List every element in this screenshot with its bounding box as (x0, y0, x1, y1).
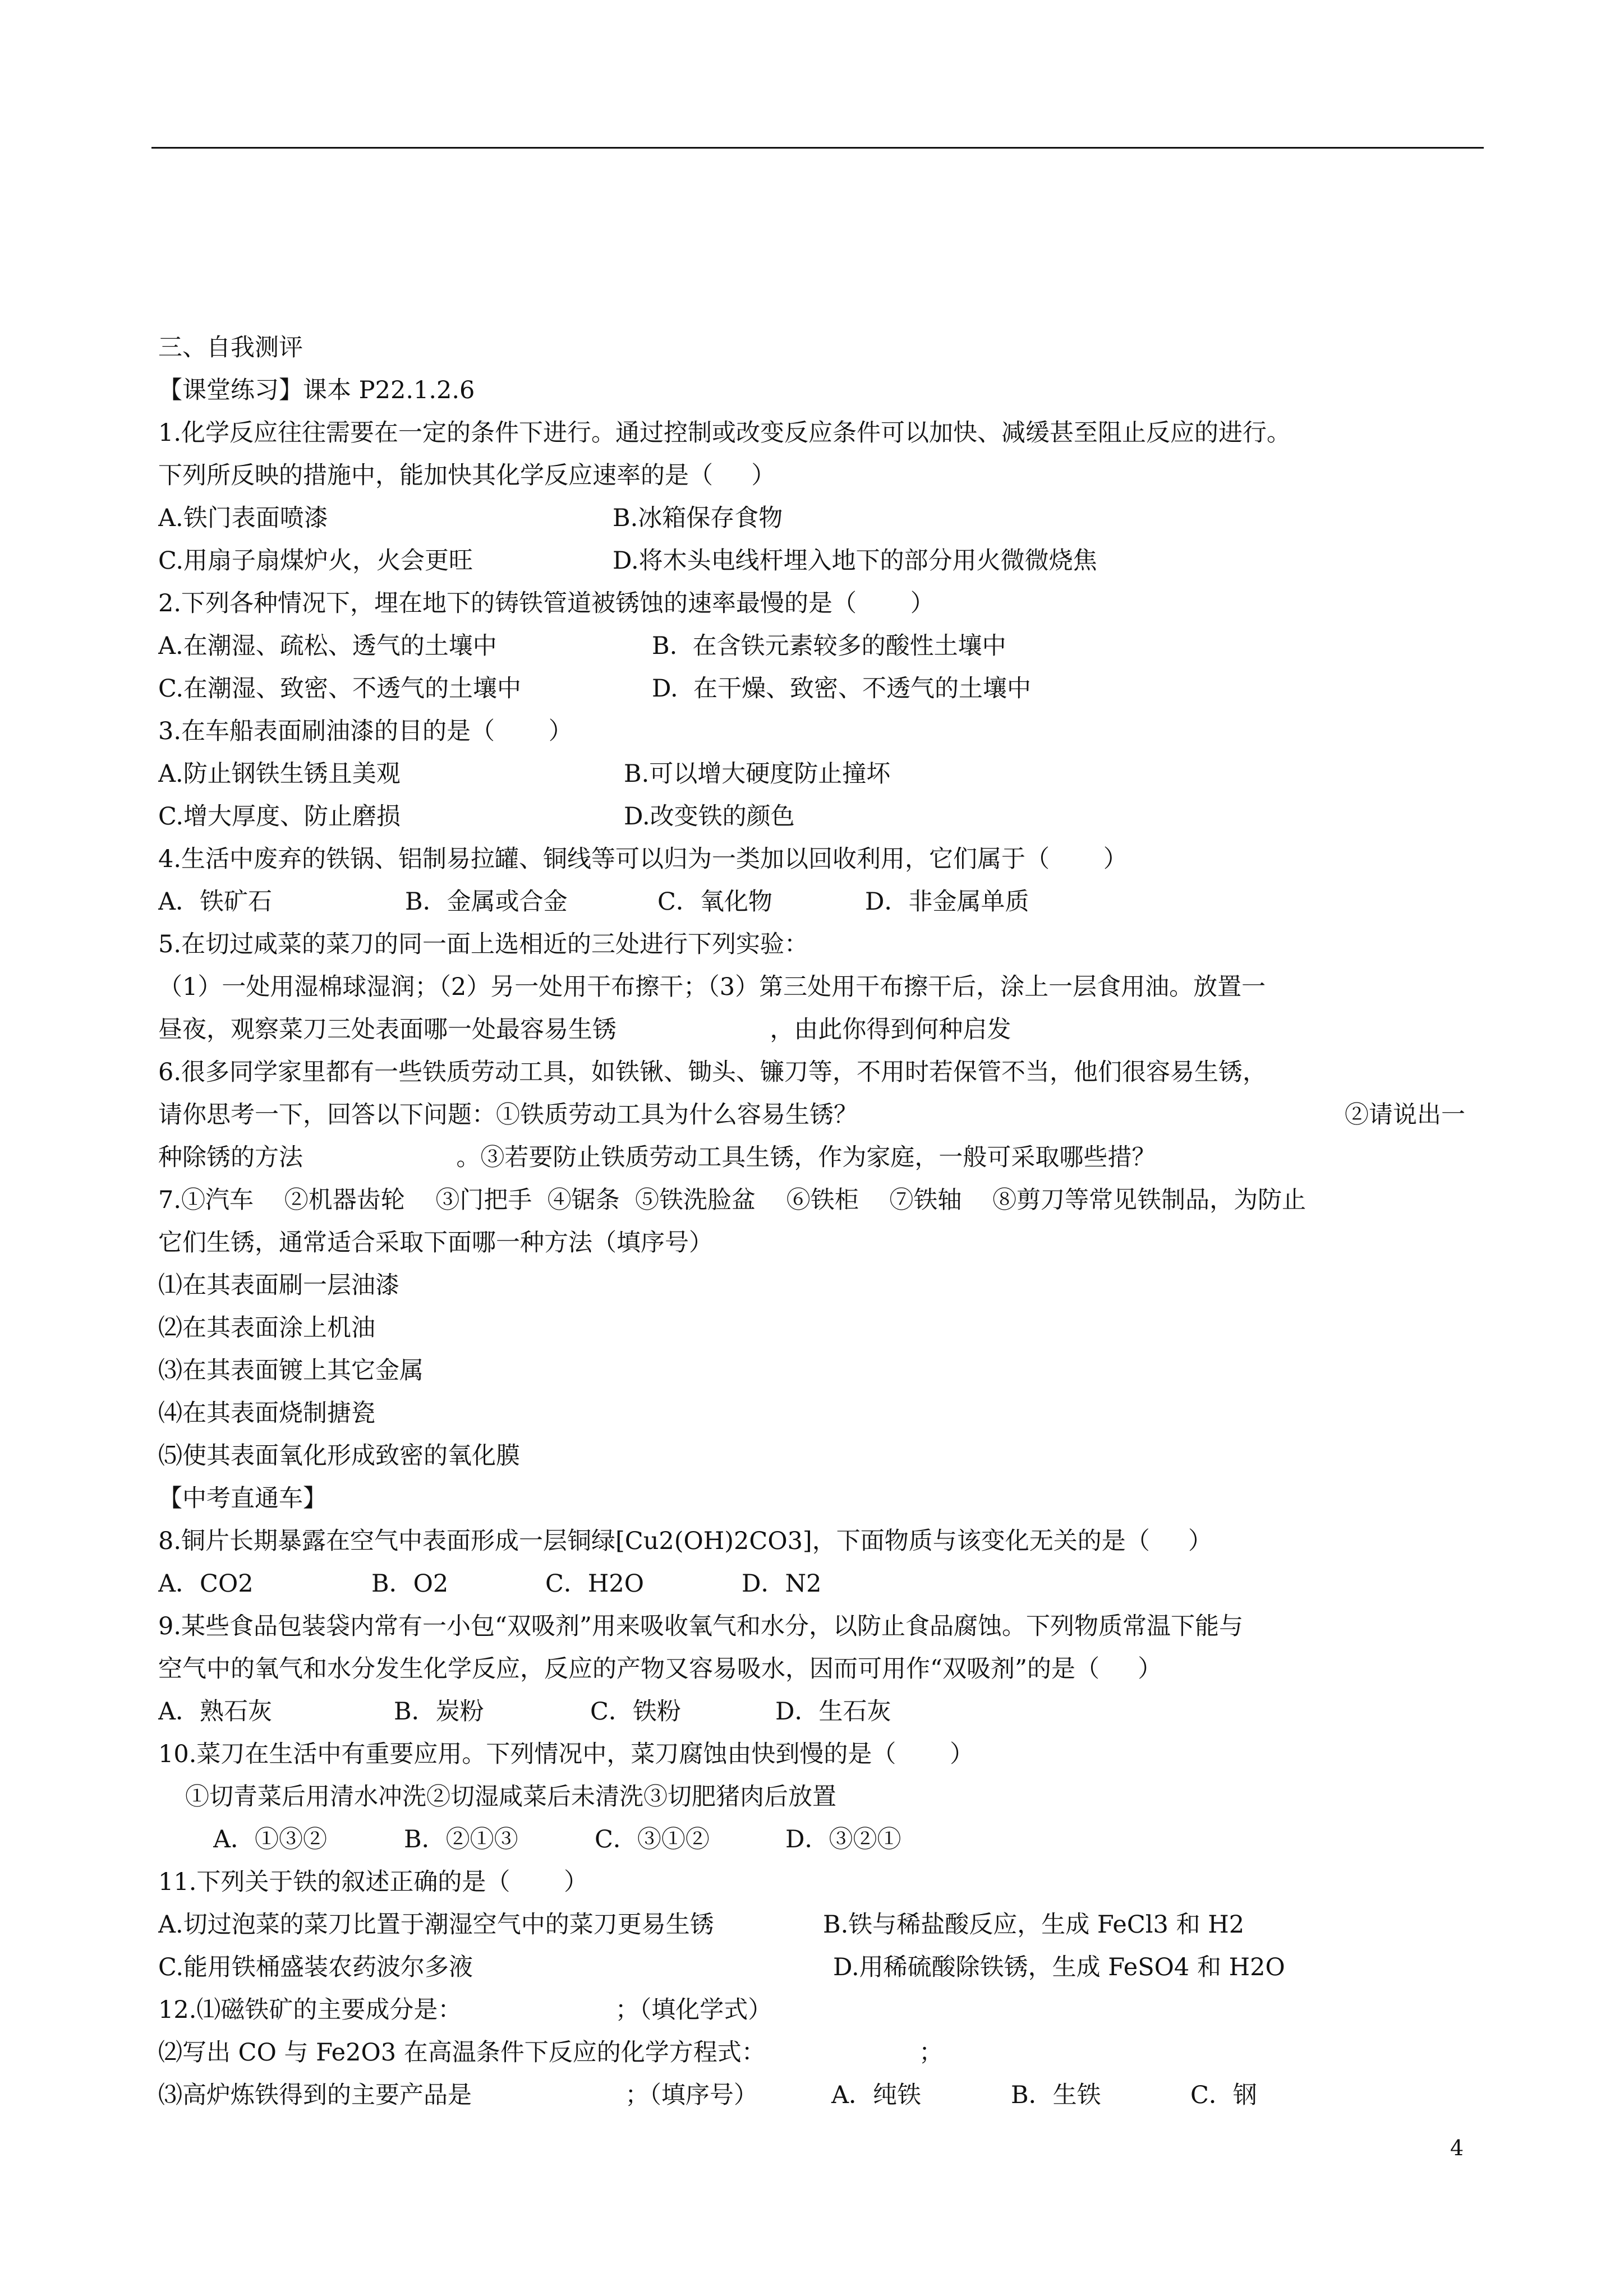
q2-option-c: C.在潮湿、致密、不透气的土壤中 (158, 675, 522, 703)
q2-options-row1 (158, 625, 1488, 667)
q1-option-b: B.冰箱保存食物 (613, 504, 783, 532)
q4-stem: 4.生活中废弃的铁锅、铝制易拉罐、铜线等可以归为一类加以回收利用，它们属于（ ） (158, 845, 1128, 873)
q12-line2: ⑵写出 CO 与 Fe2O3 在高温条件下反应的化学方程式： ； (158, 2039, 944, 2067)
q9-line1: 9.某些食品包装袋内常有一小包“双吸剂”用来吸收氧气和水分，以防止食品腐蚀。下列物质常温下能与 (158, 1612, 1243, 1640)
q4-option-c: C．氧化物 (657, 888, 772, 916)
q8-option-a: A．CO2 (158, 1570, 254, 1598)
q10-option-c: C．③①② (595, 1825, 710, 1854)
q12-line3-text: ⑶高炉炼铁得到的主要产品是 ；（填序号） (158, 2081, 758, 2109)
q1-stem-line2: 下列所反映的措施中，能加快其化学反应速率的是（ ） (158, 462, 776, 490)
q6-line3: 种除锈的方法 。③若要防止铁质劳动工具生锈，作为家庭，一般可采取哪些措？ (158, 1144, 1156, 1172)
q1-stem-line1: 1.化学反应往往需要在一定的条件下进行。通过控制或改变反应条件可以加快、减缓甚至阻止反应的进行。 (158, 419, 1291, 447)
q4-option-b: B．金属或合金 (405, 888, 568, 916)
q9-option-c: C．铁粉 (590, 1698, 681, 1726)
q6-line2-question1: 请你思考一下，回答以下问题：①铁质劳动工具为什么容易生锈？ (158, 1101, 858, 1129)
q1-option-c: C.用扇子扇煤炉火，火会更旺 (158, 547, 473, 575)
q6-line2-question2: ②请说出一 (1345, 1101, 1465, 1129)
q3-options-row1 (158, 753, 1488, 795)
q9-option-d: D．生石灰 (775, 1698, 891, 1726)
q6-line2 (158, 1094, 1488, 1136)
q8-stem: 8.铜片长期暴露在空气中表面形成一层铜绿[Cu2(OH)2CO3]，下面物质与该变化无关的是（ ） (158, 1527, 1213, 1555)
q2-options-row2 (158, 667, 1488, 710)
q8-option-c: C．H2O (545, 1570, 645, 1598)
q12-option-c: C．钢 (1190, 2081, 1257, 2109)
q11-options-row1 (158, 1903, 1488, 1946)
q10-options (213, 1818, 1543, 1861)
q7-option-1: ⑴在其表面刷一层油漆 (158, 1271, 399, 1299)
q10-items: ①切青菜后用清水冲洗②切湿咸菜后未清洗③切肥猪肉后放置 (185, 1783, 836, 1811)
classwork-heading: 【课堂练习】课本 P22.1.2.6 (158, 376, 475, 404)
q2-option-b: B. 在含铁元素较多的酸性土壤中 (652, 632, 1006, 660)
q1-options-row2 (158, 540, 1488, 582)
section-title: 三、自我测评 (158, 334, 303, 362)
q11-option-b: B.铁与稀盐酸反应，生成 FeCl3 和 H2 (823, 1911, 1245, 1939)
q12-line3 (158, 2074, 1488, 2117)
q12-option-a: A．纯铁 (831, 2081, 922, 2109)
q11-options-row2 (158, 1946, 1488, 1989)
q7-option-5: ⑸使其表面氧化形成致密的氧化膜 (158, 1442, 520, 1470)
header-rule (151, 147, 1484, 149)
q11-option-d: D.用稀硫酸除铁锈，生成 FeSO4 和 H2O (833, 1953, 1285, 1981)
q10-stem: 10.菜刀在生活中有重要应用。下列情况中，菜刀腐蚀由快到慢的是（ ） (158, 1740, 974, 1768)
q2-option-a: A.在潮湿、疏松、透气的土壤中 (158, 632, 497, 660)
q11-option-a: A.切过泡菜的菜刀比置于潮湿空气中的菜刀更易生锈 (158, 1911, 714, 1939)
q8-option-b: B．O2 (371, 1570, 449, 1598)
q11-stem: 11.下列关于铁的叙述正确的是（ ） (158, 1868, 588, 1896)
q12-option-b: B．生铁 (1011, 2081, 1101, 2109)
exam-heading: 【中考直通车】 (158, 1484, 327, 1513)
q11-option-c: C.能用铁桶盛装农药波尔多液 (158, 1953, 473, 1981)
q1-option-d: D.将木头电线杆埋入地下的部分用火微微烧焦 (613, 547, 1097, 575)
q8-option-d: D．N2 (742, 1570, 822, 1598)
q2-stem: 2.下列各种情况下，埋在地下的铸铁管道被锈蚀的速率最慢的是（ ） (158, 589, 935, 617)
q10-option-a: A．①③② (213, 1825, 328, 1854)
q7-line2: 它们生锈，通常适合采取下面哪一种方法（填序号） (158, 1229, 713, 1257)
q8-options (158, 1562, 1488, 1605)
q5-line2: （1）一处用湿棉球湿润；（2）另一处用干布擦干；（3）第三处用干布擦干后，涂上一层食用油。放置一 (158, 973, 1266, 1001)
q4-option-d: D．非金属单质 (865, 888, 1029, 916)
q1-option-a: A.铁门表面喷漆 (158, 504, 328, 532)
q7-line1: 7.①汽车 ②机器齿轮 ③门把手 ④锯条 ⑤铁洗脸盆 ⑥铁柜 ⑦铁轴 ⑧剪刀等常见铁制品，为防止 (158, 1186, 1306, 1214)
q9-option-a: A．熟石灰 (158, 1698, 273, 1726)
q3-options-row2 (158, 795, 1488, 838)
q7-option-2: ⑵在其表面涂上机油 (158, 1314, 375, 1342)
q7-option-4: ⑷在其表面烧制搪瓷 (158, 1399, 375, 1427)
q9-options (158, 1690, 1488, 1733)
q5-line3: 昼夜，观察菜刀三处表面哪一处最容易生锈 ，由此你得到何种启发 (158, 1016, 1011, 1044)
q7-option-3: ⑶在其表面镀上其它金属 (158, 1357, 424, 1385)
q12-line1: 12.⑴磁铁矿的主要成分是： ；（填化学式） (158, 1996, 772, 2024)
q3-option-b: B.可以增大硬度防止撞坏 (624, 760, 891, 788)
q4-options (158, 880, 1488, 923)
q5-stem: 5.在切过咸菜的菜刀的同一面上选相近的三处进行下列实验： (158, 930, 809, 958)
q2-option-d: D. 在干燥、致密、不透气的土壤中 (652, 675, 1031, 703)
q10-option-d: D．③②① (785, 1825, 901, 1854)
q3-option-c: C.增大厚度、防止磨损 (158, 803, 401, 831)
q3-option-a: A.防止钢铁生锈且美观 (158, 760, 401, 788)
q9-option-b: B．炭粉 (394, 1698, 484, 1726)
q10-option-b: B．②①③ (404, 1825, 518, 1854)
q9-line2: 空气中的氧气和水分发生化学反应，反应的产物又容易吸水，因而可用作“双吸剂”的是（ ） (158, 1655, 1162, 1683)
q4-option-a: A．铁矿石 (158, 888, 273, 916)
q3-stem: 3.在车船表面刷油漆的目的是（ ） (158, 717, 573, 745)
q3-option-d: D.改变铁的颜色 (624, 803, 795, 831)
page-number: 4 (1450, 2136, 1464, 2160)
q6-line1: 6.很多同学家里都有一些铁质劳动工具，如铁锹、锄头、镰刀等，不用时若保管不当，他们很容易生锈， (158, 1058, 1267, 1086)
q1-options-row1 (158, 497, 1488, 540)
